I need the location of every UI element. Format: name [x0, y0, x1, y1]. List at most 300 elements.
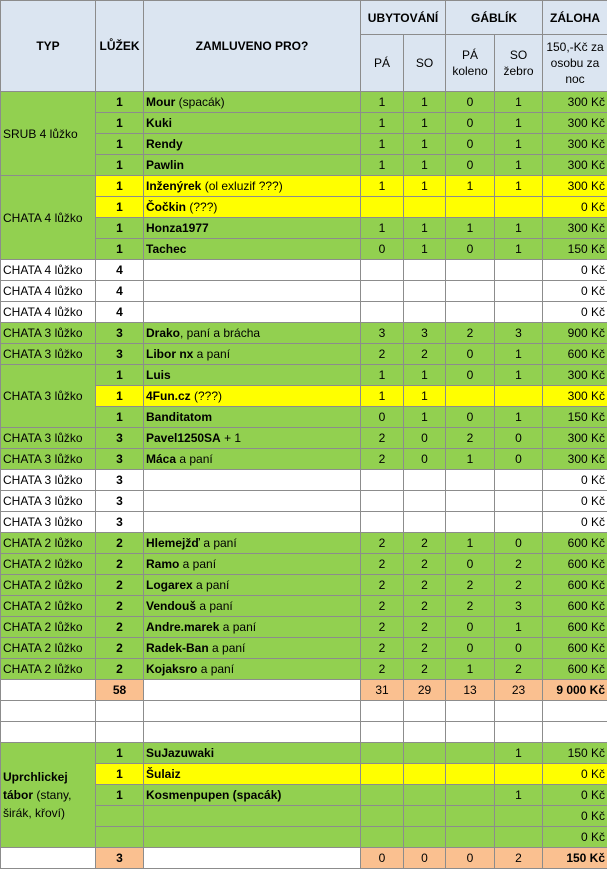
- gablik-pa-cell[interactable]: 0: [446, 554, 495, 575]
- ubytovani-pa-cell[interactable]: 1: [361, 386, 404, 407]
- gablik-pa-cell[interactable]: [446, 512, 495, 533]
- gablik-pa-cell[interactable]: 0: [446, 344, 495, 365]
- gablik-so-cell[interactable]: 1: [495, 785, 543, 806]
- room-type-cell: CHATA 2 lůžko: [1, 659, 96, 680]
- ubytovani-so-cell[interactable]: 3: [404, 323, 446, 344]
- gablik-so-cell[interactable]: 2: [495, 575, 543, 596]
- beds-cell: 1: [96, 134, 144, 155]
- ubytovani-pa-cell[interactable]: 0: [361, 239, 404, 260]
- ubytovani-pa-cell[interactable]: [361, 764, 404, 785]
- gablik-pa-cell[interactable]: 0: [446, 134, 495, 155]
- gablik-so-cell[interactable]: [495, 281, 543, 302]
- gablik-pa-cell[interactable]: [446, 764, 495, 785]
- ubytovani-so-cell[interactable]: 1: [404, 155, 446, 176]
- reserved-note: a paní: [176, 452, 213, 466]
- ubytovani-so-cell[interactable]: 2: [404, 596, 446, 617]
- deposit-cell: 300 Kč: [543, 386, 607, 407]
- reserved-for-cell[interactable]: [144, 113, 361, 134]
- gablik-so-cell[interactable]: [495, 827, 543, 848]
- reserved-for-cell[interactable]: [144, 323, 361, 344]
- reserved-note: a paní: [193, 347, 230, 361]
- gablik-so-cell[interactable]: [495, 764, 543, 785]
- deposit-cell: 0 Kč: [543, 806, 607, 827]
- reserved-name: Hlemejžď: [146, 536, 200, 550]
- gablik-so-cell[interactable]: 1: [495, 134, 543, 155]
- beds-cell: 3: [96, 428, 144, 449]
- gablik-pa-cell[interactable]: 2: [446, 596, 495, 617]
- header-ubytovani: UBYTOVÁNÍ: [361, 1, 446, 35]
- gablik-so-cell[interactable]: [495, 512, 543, 533]
- reserved-for-cell[interactable]: [144, 407, 361, 428]
- room-type-cell: CHATA 3 lůžko: [1, 365, 96, 428]
- ubytovani-so-cell[interactable]: 1: [404, 365, 446, 386]
- ubytovani-so-cell[interactable]: 1: [404, 218, 446, 239]
- reserved-name: Čočkin: [146, 200, 186, 214]
- ubytovani-so-cell[interactable]: 1: [404, 92, 446, 113]
- ubytovani-pa-cell[interactable]: 2: [361, 617, 404, 638]
- reserved-name: Libor nx: [146, 347, 193, 361]
- gablik-pa-cell[interactable]: [446, 470, 495, 491]
- gablik-pa-cell[interactable]: 1: [446, 218, 495, 239]
- ubytovani-so-cell[interactable]: 1: [404, 407, 446, 428]
- empty-cell: [144, 701, 361, 722]
- gablik-pa-cell[interactable]: 2: [446, 428, 495, 449]
- table-row: [1, 533, 607, 554]
- ubytovani-pa-cell[interactable]: 2: [361, 428, 404, 449]
- ubytovani-so-cell[interactable]: 1: [404, 239, 446, 260]
- deposit-cell: 300 Kč: [543, 428, 607, 449]
- beds-cell: 3: [96, 344, 144, 365]
- reserved-name: Banditatom: [146, 410, 212, 424]
- reserved-note: (???): [191, 389, 222, 403]
- camp-total-deposit: 150 Kč: [543, 848, 607, 869]
- reserved-for-cell[interactable]: [144, 491, 361, 512]
- ubytovani-pa-cell[interactable]: [361, 743, 404, 764]
- reserved-name: Pavel1250SA: [146, 431, 221, 445]
- ubytovani-pa-cell[interactable]: 2: [361, 596, 404, 617]
- ubytovani-so-cell[interactable]: 0: [404, 428, 446, 449]
- reserved-name: Mour: [146, 95, 175, 109]
- reserved-for-cell[interactable]: [144, 470, 361, 491]
- deposit-cell: 0 Kč: [543, 470, 607, 491]
- gablik-so-cell[interactable]: 1: [495, 176, 543, 197]
- reserved-name: Kojaksro: [146, 662, 197, 676]
- table-row: [1, 554, 607, 575]
- gablik-so-cell[interactable]: 3: [495, 323, 543, 344]
- ubytovani-pa-cell[interactable]: [361, 806, 404, 827]
- reserved-for-cell[interactable]: [144, 428, 361, 449]
- gablik-pa-cell[interactable]: [446, 491, 495, 512]
- ubytovani-pa-cell[interactable]: 2: [361, 449, 404, 470]
- empty-cell: [96, 722, 144, 743]
- gablik-pa-cell[interactable]: 0: [446, 155, 495, 176]
- header-luzek: LŮŽEK: [96, 1, 144, 92]
- reserved-for-cell[interactable]: [144, 218, 361, 239]
- ubytovani-so-cell[interactable]: [404, 260, 446, 281]
- reserved-for-cell[interactable]: [144, 197, 361, 218]
- deposit-cell: 300 Kč: [543, 365, 607, 386]
- reserved-for-cell[interactable]: [144, 155, 361, 176]
- beds-cell: 2: [96, 554, 144, 575]
- header-zaloha: ZÁLOHA: [543, 1, 607, 35]
- beds-cell: 3: [96, 449, 144, 470]
- ubytovani-so-cell[interactable]: 0: [404, 449, 446, 470]
- beds-cell: 1: [96, 176, 144, 197]
- ubytovani-pa-cell[interactable]: 1: [361, 365, 404, 386]
- reserved-name: Ramo: [146, 557, 179, 571]
- table-row: [1, 92, 607, 113]
- beds-cell: 2: [96, 659, 144, 680]
- gablik-so-cell[interactable]: 1: [495, 407, 543, 428]
- deposit-cell: 600 Kč: [543, 554, 607, 575]
- gablik-pa-cell[interactable]: 2: [446, 323, 495, 344]
- ubytovani-pa-cell[interactable]: [361, 827, 404, 848]
- header-ubytovani-so: SO: [404, 35, 446, 92]
- ubytovani-pa-cell[interactable]: 2: [361, 638, 404, 659]
- gablik-pa-cell[interactable]: 2: [446, 575, 495, 596]
- gablik-so-cell[interactable]: 1: [495, 113, 543, 134]
- gablik-so-cell[interactable]: 1: [495, 617, 543, 638]
- deposit-cell: 0 Kč: [543, 785, 607, 806]
- deposit-cell: 0 Kč: [543, 197, 607, 218]
- table-row: [1, 470, 607, 491]
- ubytovani-so-cell[interactable]: 2: [404, 575, 446, 596]
- deposit-cell: 150 Kč: [543, 743, 607, 764]
- ubytovani-pa-cell[interactable]: 2: [361, 575, 404, 596]
- ubytovani-pa-cell[interactable]: 2: [361, 533, 404, 554]
- deposit-cell: 300 Kč: [543, 155, 607, 176]
- ubytovani-so-cell[interactable]: 2: [404, 344, 446, 365]
- reserved-for-cell[interactable]: [144, 596, 361, 617]
- gablik-so-cell[interactable]: [495, 806, 543, 827]
- gablik-pa-cell[interactable]: [446, 806, 495, 827]
- gablik-so-cell[interactable]: 0: [495, 449, 543, 470]
- ubytovani-pa-cell[interactable]: [361, 302, 404, 323]
- reserved-name: Radek-Ban: [146, 641, 209, 655]
- beds-cell: [96, 806, 144, 827]
- reserved-note: a paní: [200, 536, 237, 550]
- ubytovani-pa-cell[interactable]: 1: [361, 113, 404, 134]
- gablik-pa-cell[interactable]: [446, 197, 495, 218]
- ubytovani-so-cell[interactable]: 1: [404, 113, 446, 134]
- reserved-for-cell[interactable]: [144, 344, 361, 365]
- gablik-pa-cell[interactable]: 0: [446, 92, 495, 113]
- beds-cell: 1: [96, 785, 144, 806]
- reserved-for-cell[interactable]: [144, 659, 361, 680]
- ubytovani-pa-cell[interactable]: 1: [361, 134, 404, 155]
- gablik-so-cell[interactable]: 1: [495, 344, 543, 365]
- gablik-pa-cell[interactable]: 1: [446, 176, 495, 197]
- ubytovani-so-cell[interactable]: 1: [404, 134, 446, 155]
- camp-subtitle: (stany, širák, křoví): [3, 788, 71, 820]
- gablik-pa-cell[interactable]: 0: [446, 239, 495, 260]
- reserved-name: Máca: [146, 452, 176, 466]
- deposit-cell: 600 Kč: [543, 596, 607, 617]
- table-row: [1, 575, 607, 596]
- room-type-cell: CHATA 3 lůžko: [1, 449, 96, 470]
- ubytovani-so-cell[interactable]: 2: [404, 533, 446, 554]
- table-row: [1, 260, 607, 281]
- empty-cell: [446, 722, 495, 743]
- ubytovani-so-cell[interactable]: [404, 806, 446, 827]
- empty-cell: [1, 722, 96, 743]
- header-zamluveno: ZAMLUVENO PRO?: [144, 1, 361, 92]
- ubytovani-so-cell[interactable]: [404, 470, 446, 491]
- empty-cell: [495, 722, 543, 743]
- table-row: [1, 281, 607, 302]
- camp-type-cell: [1, 743, 96, 848]
- gablik-so-cell[interactable]: [495, 260, 543, 281]
- table-row: [1, 596, 607, 617]
- header-zaloha-note: 150,-Kč za osobu za noc: [543, 35, 607, 92]
- header-gablik-pa-koleno: PÁ koleno: [446, 35, 495, 92]
- table-row: [1, 638, 607, 659]
- beds-cell: 1: [96, 113, 144, 134]
- ubytovani-pa-cell[interactable]: 3: [361, 323, 404, 344]
- deposit-cell: 150 Kč: [543, 239, 607, 260]
- deposit-cell: 600 Kč: [543, 638, 607, 659]
- gablik-pa-cell[interactable]: 1: [446, 533, 495, 554]
- camp-total-ua: 0: [361, 848, 404, 869]
- reserved-note: a paní: [197, 662, 234, 676]
- empty-cell: [1, 701, 96, 722]
- reserved-for-cell[interactable]: [144, 134, 361, 155]
- table-row: [1, 743, 607, 764]
- gablik-so-cell[interactable]: 1: [495, 239, 543, 260]
- ubytovani-so-cell[interactable]: [404, 197, 446, 218]
- gablik-so-cell[interactable]: [495, 197, 543, 218]
- gablik-so-cell[interactable]: [495, 470, 543, 491]
- ubytovani-so-cell[interactable]: [404, 302, 446, 323]
- gablik-pa-cell[interactable]: [446, 827, 495, 848]
- reserved-for-cell[interactable]: [144, 554, 361, 575]
- reserved-name: 4Fun.cz: [146, 389, 191, 403]
- deposit-cell: 300 Kč: [543, 113, 607, 134]
- gablik-pa-cell[interactable]: [446, 386, 495, 407]
- reserved-note: , paní a brácha: [180, 326, 260, 340]
- gablik-so-cell[interactable]: [495, 491, 543, 512]
- gablik-so-cell[interactable]: 2: [495, 659, 543, 680]
- ubytovani-so-cell[interactable]: 2: [404, 659, 446, 680]
- reserved-name: Luis: [146, 368, 171, 382]
- ubytovani-so-cell[interactable]: 2: [404, 554, 446, 575]
- gablik-so-cell[interactable]: 0: [495, 533, 543, 554]
- reserved-for-cell[interactable]: [144, 386, 361, 407]
- beds-cell: 4: [96, 281, 144, 302]
- table-row: [1, 302, 607, 323]
- ubytovani-pa-cell[interactable]: [361, 512, 404, 533]
- ubytovani-pa-cell[interactable]: [361, 491, 404, 512]
- total-us: 29: [404, 680, 446, 701]
- gablik-so-cell[interactable]: [495, 302, 543, 323]
- reserved-for-cell[interactable]: [144, 638, 361, 659]
- room-type-cell: CHATA 4 lůžko: [1, 281, 96, 302]
- room-type-cell: CHATA 2 lůžko: [1, 617, 96, 638]
- room-type-cell: CHATA 4 lůžko: [1, 302, 96, 323]
- gablik-pa-cell[interactable]: [446, 743, 495, 764]
- ubytovani-pa-cell[interactable]: [361, 260, 404, 281]
- ubytovani-so-cell[interactable]: 1: [404, 386, 446, 407]
- beds-cell: 2: [96, 596, 144, 617]
- deposit-cell: 0 Kč: [543, 302, 607, 323]
- beds-cell: 2: [96, 617, 144, 638]
- gablik-pa-cell[interactable]: 0: [446, 638, 495, 659]
- reserved-note: a paní: [179, 557, 216, 571]
- gablik-pa-cell[interactable]: [446, 302, 495, 323]
- reserved-note: (spacák): [175, 95, 224, 109]
- ubytovani-pa-cell[interactable]: [361, 281, 404, 302]
- ubytovani-so-cell[interactable]: [404, 281, 446, 302]
- deposit-cell: 900 Kč: [543, 323, 607, 344]
- reserved-for-cell[interactable]: [144, 92, 361, 113]
- empty-cell: [404, 701, 446, 722]
- deposit-cell: 600 Kč: [543, 344, 607, 365]
- reserved-name: Andre.marek: [146, 620, 219, 634]
- gablik-so-cell[interactable]: 1: [495, 92, 543, 113]
- gablik-pa-cell[interactable]: [446, 281, 495, 302]
- reserved-note: a paní: [209, 641, 246, 655]
- reserved-for-cell[interactable]: [144, 827, 361, 848]
- reserved-for-cell[interactable]: [144, 176, 361, 197]
- gablik-so-cell[interactable]: 2: [495, 554, 543, 575]
- deposit-cell: 300 Kč: [543, 218, 607, 239]
- beds-cell: 1: [96, 764, 144, 785]
- gablik-so-cell[interactable]: 0: [495, 638, 543, 659]
- beds-cell: 1: [96, 407, 144, 428]
- deposit-cell: 0 Kč: [543, 491, 607, 512]
- room-type-cell: CHATA 3 lůžko: [1, 344, 96, 365]
- reserved-name: Rendy: [146, 137, 183, 151]
- gablik-pa-cell[interactable]: 1: [446, 449, 495, 470]
- reserved-for-cell[interactable]: [144, 533, 361, 554]
- gablik-so-cell[interactable]: 1: [495, 743, 543, 764]
- reserved-note: + 1: [221, 431, 241, 445]
- table-row: [1, 344, 607, 365]
- gablik-pa-cell[interactable]: [446, 260, 495, 281]
- deposit-cell: 600 Kč: [543, 575, 607, 596]
- empty-cell: [361, 722, 404, 743]
- table-row: [1, 323, 607, 344]
- deposit-cell: 0 Kč: [543, 512, 607, 533]
- ubytovani-pa-cell[interactable]: [361, 470, 404, 491]
- room-type-cell: CHATA 3 lůžko: [1, 428, 96, 449]
- reserved-note: a paní: [193, 578, 230, 592]
- reserved-for-cell[interactable]: [144, 743, 361, 764]
- table-row: [1, 365, 607, 386]
- beds-cell: 1: [96, 155, 144, 176]
- camp-total-row: [1, 848, 607, 869]
- gablik-pa-cell[interactable]: 0: [446, 113, 495, 134]
- reserved-for-cell[interactable]: [144, 512, 361, 533]
- total-blank: [144, 680, 361, 701]
- camp-title: Uprchlickej tábor: [3, 770, 68, 802]
- ubytovani-so-cell[interactable]: [404, 743, 446, 764]
- room-type-cell: CHATA 4 lůžko: [1, 260, 96, 281]
- reserved-for-cell[interactable]: [144, 806, 361, 827]
- table-row: [1, 512, 607, 533]
- reserved-for-cell[interactable]: [144, 302, 361, 323]
- table-row: [1, 176, 607, 197]
- camp-total-beds: 3: [96, 848, 144, 869]
- ubytovani-so-cell[interactable]: [404, 512, 446, 533]
- ubytovani-pa-cell[interactable]: 1: [361, 176, 404, 197]
- reserved-for-cell[interactable]: [144, 764, 361, 785]
- deposit-cell: 0 Kč: [543, 764, 607, 785]
- reserved-name: Vendouš: [146, 599, 196, 613]
- ubytovani-pa-cell[interactable]: [361, 197, 404, 218]
- reserved-for-cell[interactable]: [144, 260, 361, 281]
- ubytovani-pa-cell[interactable]: 2: [361, 344, 404, 365]
- gablik-pa-cell[interactable]: 0: [446, 617, 495, 638]
- empty-cell: [543, 701, 607, 722]
- empty-cell: [96, 701, 144, 722]
- reserved-for-cell[interactable]: [144, 365, 361, 386]
- deposit-cell: 300 Kč: [543, 92, 607, 113]
- ubytovani-so-cell[interactable]: [404, 827, 446, 848]
- gablik-pa-cell[interactable]: 1: [446, 659, 495, 680]
- reserved-for-cell[interactable]: [144, 239, 361, 260]
- deposit-cell: 600 Kč: [543, 533, 607, 554]
- ubytovani-so-cell[interactable]: [404, 764, 446, 785]
- ubytovani-pa-cell[interactable]: 2: [361, 554, 404, 575]
- reserved-note: a paní: [196, 599, 233, 613]
- deposit-cell: 300 Kč: [543, 449, 607, 470]
- gablik-pa-cell[interactable]: [446, 785, 495, 806]
- reserved-name: Logarex: [146, 578, 193, 592]
- table-row: [1, 617, 607, 638]
- reserved-for-cell[interactable]: [144, 449, 361, 470]
- gablik-so-cell[interactable]: [495, 386, 543, 407]
- ubytovani-pa-cell[interactable]: 0: [361, 407, 404, 428]
- ubytovani-pa-cell[interactable]: 2: [361, 659, 404, 680]
- total-blank: [1, 680, 96, 701]
- reserved-for-cell[interactable]: [144, 617, 361, 638]
- gablik-so-cell[interactable]: 0: [495, 428, 543, 449]
- deposit-cell: 600 Kč: [543, 617, 607, 638]
- beds-cell: 4: [96, 260, 144, 281]
- reserved-for-cell[interactable]: [144, 785, 361, 806]
- deposit-cell: 600 Kč: [543, 659, 607, 680]
- header-ubytovani-pa: PÁ: [361, 35, 404, 92]
- reserved-for-cell[interactable]: [144, 575, 361, 596]
- gablik-pa-cell[interactable]: 0: [446, 365, 495, 386]
- gablik-pa-cell[interactable]: 0: [446, 407, 495, 428]
- ubytovani-pa-cell[interactable]: [361, 785, 404, 806]
- reserved-note: (???): [186, 200, 217, 214]
- ubytovani-so-cell[interactable]: 1: [404, 176, 446, 197]
- gablik-so-cell[interactable]: 1: [495, 365, 543, 386]
- ubytovani-so-cell[interactable]: [404, 491, 446, 512]
- beds-cell: 3: [96, 323, 144, 344]
- ubytovani-so-cell[interactable]: 2: [404, 617, 446, 638]
- reserved-for-cell[interactable]: [144, 281, 361, 302]
- gablik-so-cell[interactable]: 3: [495, 596, 543, 617]
- beds-cell: 4: [96, 302, 144, 323]
- ubytovani-pa-cell[interactable]: 1: [361, 155, 404, 176]
- beds-cell: 3: [96, 470, 144, 491]
- table-row: [1, 659, 607, 680]
- reserved-name: Šulaiz: [146, 767, 181, 781]
- camp-total-us: 0: [404, 848, 446, 869]
- ubytovani-pa-cell[interactable]: 1: [361, 92, 404, 113]
- ubytovani-so-cell[interactable]: [404, 785, 446, 806]
- room-type-cell: CHATA 2 lůžko: [1, 596, 96, 617]
- room-type-cell: SRUB 4 lůžko: [1, 92, 96, 176]
- gablik-so-cell[interactable]: 1: [495, 155, 543, 176]
- ubytovani-pa-cell[interactable]: 1: [361, 218, 404, 239]
- ubytovani-so-cell[interactable]: 2: [404, 638, 446, 659]
- gablik-so-cell[interactable]: 1: [495, 218, 543, 239]
